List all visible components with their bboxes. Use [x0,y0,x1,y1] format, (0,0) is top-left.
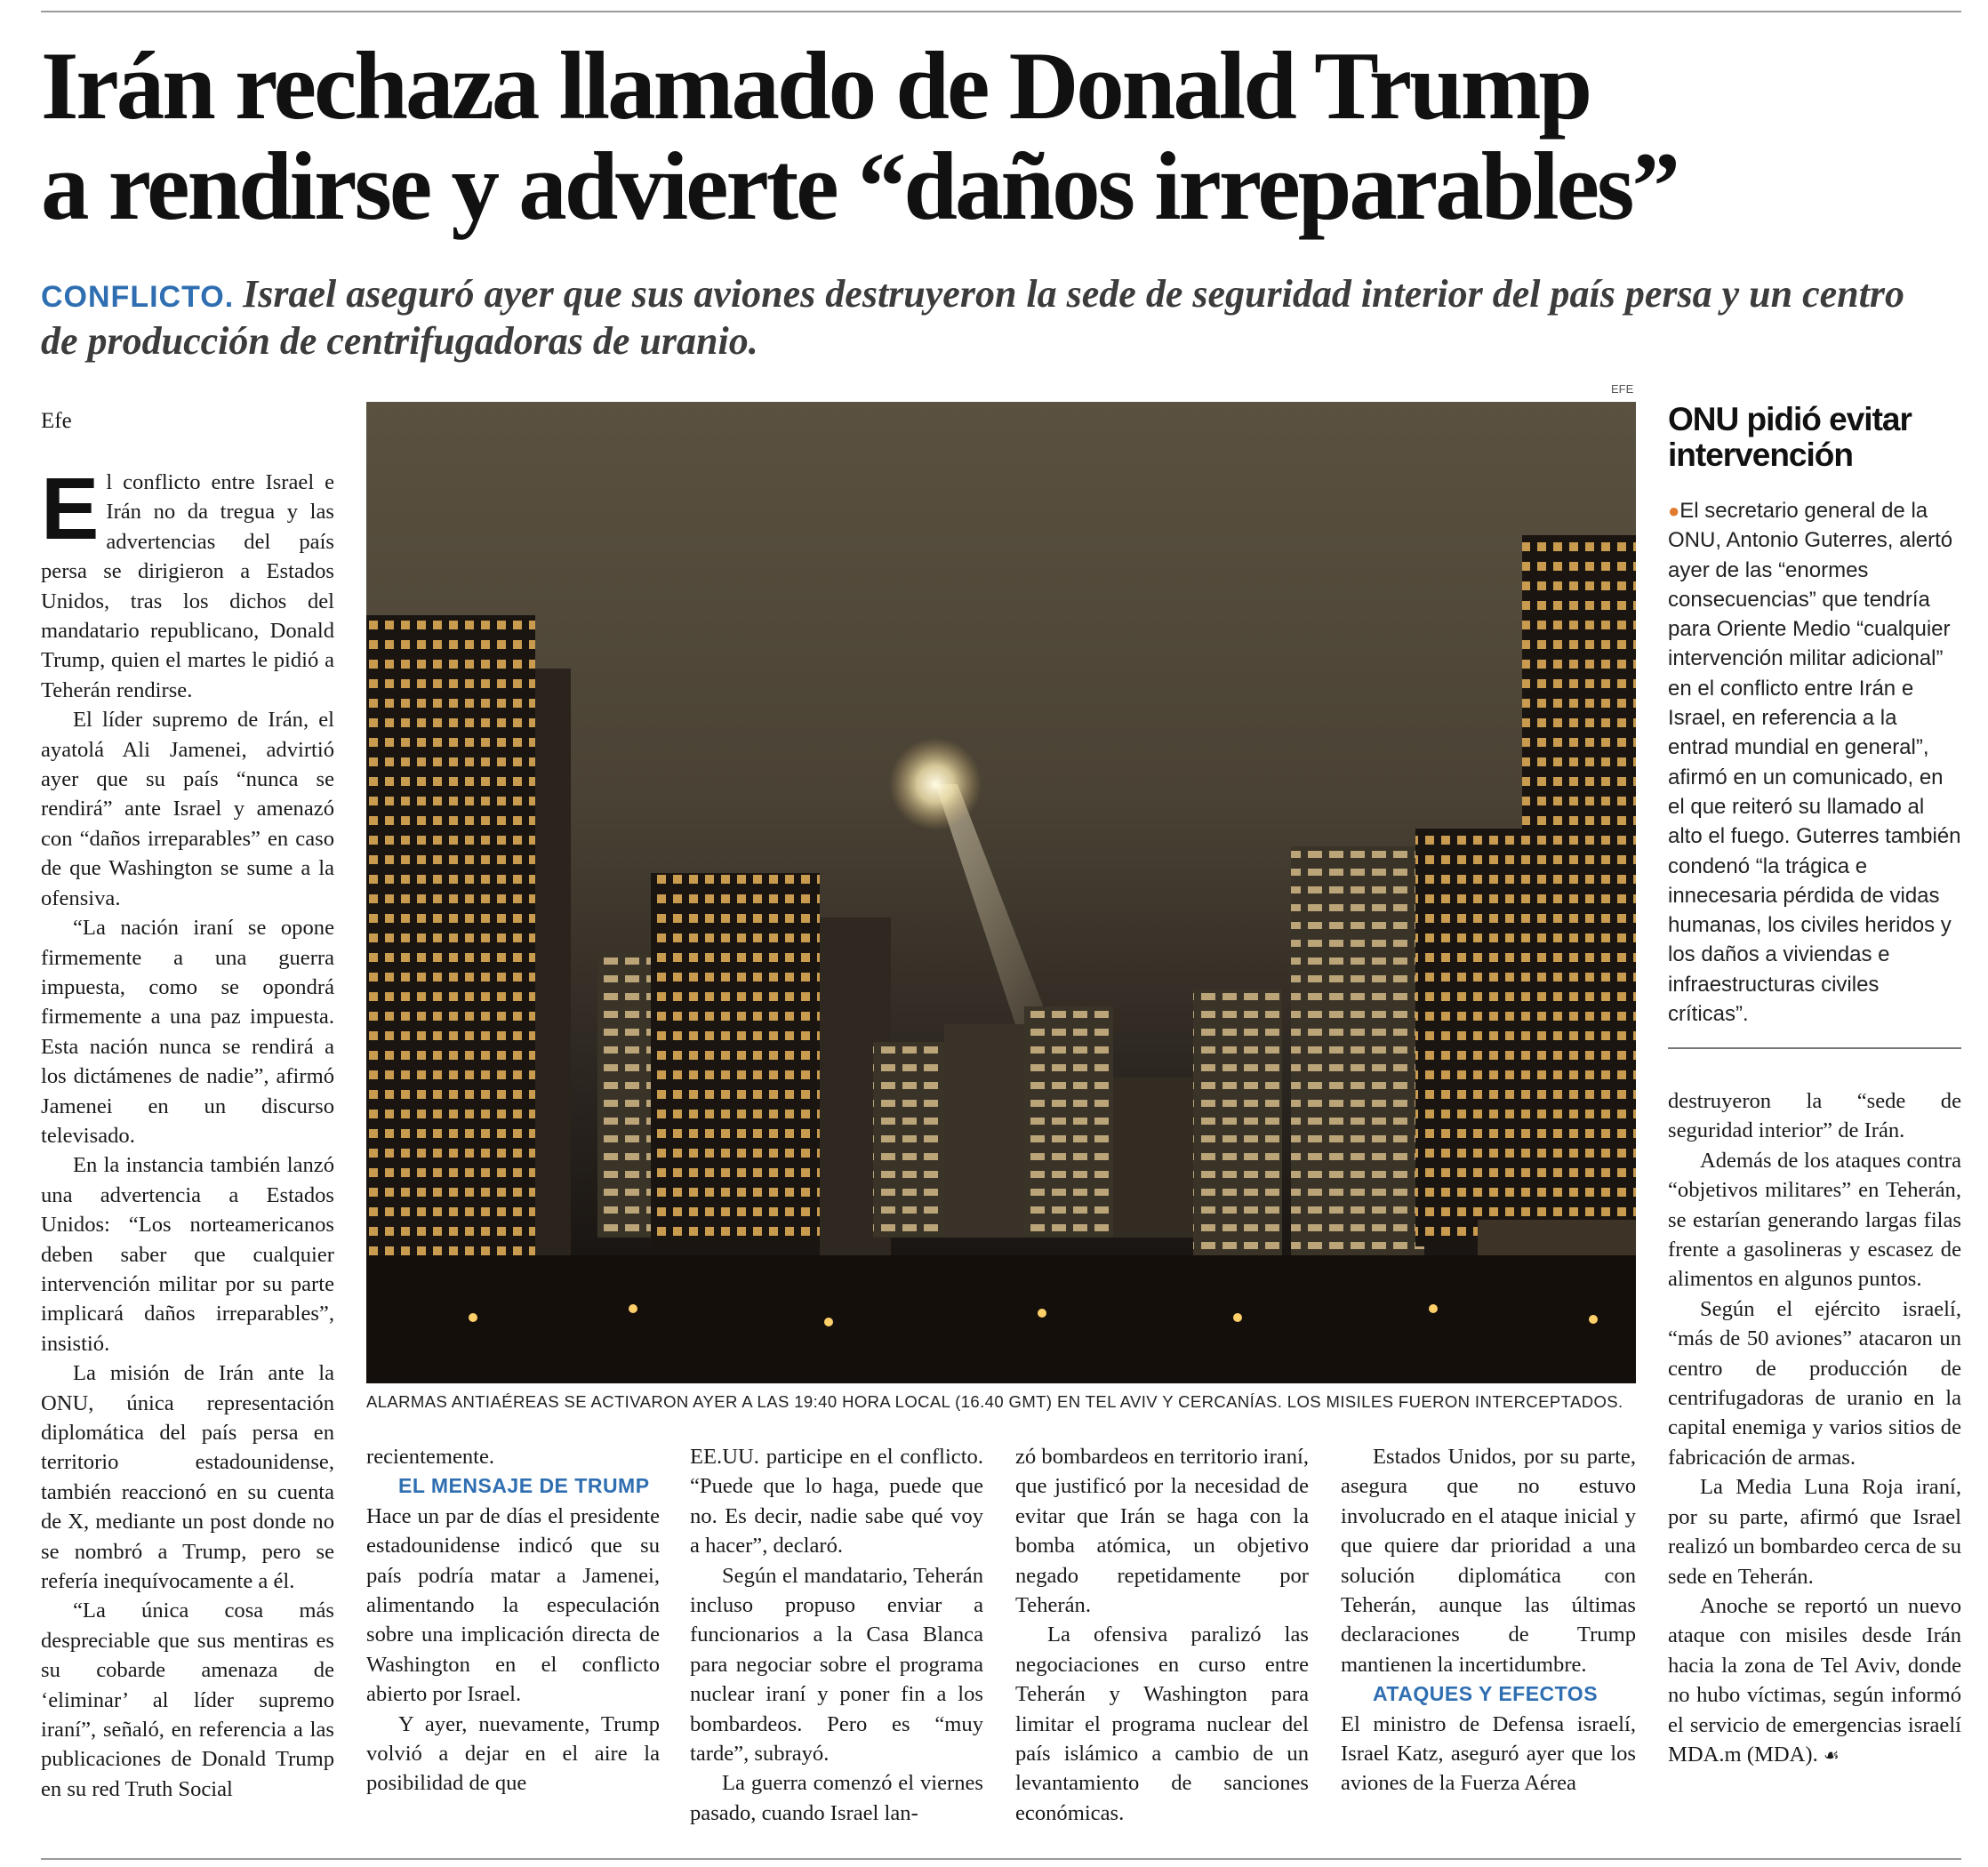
bottom-rule [41,1858,1961,1860]
paragraph-10: EE.UU. participe en el conflicto. “Puede que lo haga, puede que no. Es decir, nadie sabe qué voy a hacer”, declaró. [690,1445,983,1559]
headline-line-2: a rendirse y advierte “daños irreparables” [41,132,1678,240]
sidebar-divider [1668,1047,1961,1049]
end-of-article-icon: ☙ [1823,1743,1840,1766]
paragraph-5: La misión de Irán ante la ONU, única representación diplomática del país persa en territorio estadounidense, también reaccionó en su cuenta de X, mediante un post donde no se nombró a Trump, pero se refería inequívocamente a él. [41,1361,334,1594]
sidebar-body [1668,496,1961,1029]
news-photo [366,402,1636,1383]
article-column-5 [1341,1442,1636,1799]
paragraph-8: Hace un par de días el presidente estadounidense indicó que su país podría matar a Jamenei, alimentando la especulación sobre una implicación directa de Washington en el conflicto abierto por Israel. [366,1503,660,1707]
article-column-6 [1668,1086,1961,1770]
paragraph-17: destruyeron la “sede de seguridad interior” de Irán. [1668,1089,1961,1143]
paragraph-2: El líder supremo de Irán, el ayatolá Ali Jamenei, advirtió ayer que su país “nunca se rendirá” ante Israel y amenazó con “daños irreparables” en caso de que Washington se sume a la ofensiva. [41,708,334,910]
paragraph-7: recientemente. [366,1445,495,1469]
paragraph-14: La ofensiva paralizó las negociaciones en curso entre Teherán y Washington para limitar el programa nuclear del país islámico a cambio de un levantamiento de sanciones económicas. [1015,1623,1309,1825]
paragraph-11: Según el mandatario, Teherán incluso propuso enviar a funcionarios a la Casa Blanca para negociar sobre el programa nuclear iraní y poner fin a los bombardeos. Pero es “muy tarde”, subrayó. [690,1563,983,1767]
top-rule [41,11,1961,12]
sidebar-title: ONU pidió evitar intervención [1668,401,1912,473]
headline [41,32,1961,240]
paragraph-21 [1668,1591,1961,1770]
paragraph-1 [41,460,334,705]
paragraph-13: zó bombardeos en territorio iraní, que justificó por la necesidad de evitar que Irán se haga con la bomba atómica, un objetivo negado repetidamente por Teherán. [1015,1445,1309,1618]
deck-label: CONFLICTO. [41,280,235,314]
paragraph-9: Y ayer, nuevamente, Trump volvió a dejar en el aire la posibilidad de que [366,1711,660,1796]
deck-text: Israel aseguró ayer que sus aviones destruyeron la sede de seguridad interior del país persa y un centro de producción de centrifugadoras de uranio. [41,272,1904,363]
photo-caption: ALARMAS ANTIAÉREAS SE ACTIVARON AYER A LAS 19:40 HORA LOCAL (16.40 GMT) EN TEL AVIV Y CERCANÍAS. LOS MISILES FUERON INTERCEPTADOS. [366,1392,1623,1411]
paragraph-15: Estados Unidos, por su parte, asegura que no estuvo involucrado en el ataque inicial y que quiere dar prioridad a una solución diplomática con Teherán, aunque las últimas declaraciones de Trump mantienen la incertidumbre. [1341,1445,1636,1677]
subhead-attacks-effects: ATAQUES Y EFECTOS [1373,1682,1599,1706]
tel-aviv-night-skyline-image [366,402,1636,1383]
dropcap: E [41,460,100,557]
paragraph-6: “La única cosa más despreciable que sus mentiras es su cobarde amenaza de ‘eliminar’ al líder supremo iraní”, señaló, en referencia a las publicaciones de Donald Trump en su red Truth Social [41,1599,334,1801]
paragraph-18: Además de los ataques contra “objetivos militares” en Teherán, se estarían generando largas filas frente a gasolineras y escasez de alimentos en algunos puntos. [1668,1148,1961,1292]
subhead-trump-message: EL MENSAJE DE TRUMP [398,1474,650,1498]
paragraph-12: La guerra comenzó el viernes pasado, cuando Israel lan- [690,1771,983,1825]
paragraph-16: El ministro de Defensa israelí, Israel Katz, aseguró ayer que los aviones de la Fuerza Aérea [1341,1711,1636,1796]
sidebar-paragraph [1668,496,1961,1029]
article-column-2 [366,1442,660,1799]
bullet-icon: ● [1668,500,1680,522]
sidebar-text: El secretario general de la ONU, Antonio Guterres, alertó ayer de las “enormes consecuencias” que tendría para Oriente Medio “cualquier intervención militar adicional” en el conflicto entre Irán e Israel, en referencia a la entrad mundial en general”, afirmó en un comunicado, en el que reiteró su llamado al alto el fuego. Guterres también condenó “la trágica e innecesaria pérdida de vidas humanas, los civiles heridos y los daños a viviendas e infraestructuras civiles críticas”. [1668,499,1961,1027]
article-column-4 [1015,1442,1309,1828]
paragraph-19: Según el ejército israelí, “más de 50 aviones” atacaron un centro de producción de centrifugadoras de uranio en la capital enemiga y varios sitios de fabricación de armas. [1668,1296,1961,1470]
deck [41,272,1926,364]
article-column-1 [41,460,334,1804]
paragraph-20: La Media Luna Roja iraní, por su parte, afirmó que Israel realizó un bombardeo cerca de su sede en Teherán. [1668,1475,1961,1589]
paragraph-4: En la instancia también lanzó una advertencia a Estados Unidos: “Los norteamericanos deben saber que cualquier intervención militar por su parte implicará daños irreparables”, insistió. [41,1153,334,1356]
headline-line-1: Irán rechaza llamado de Donald Trump [41,32,1591,140]
byline: Efe [41,409,72,433]
article-column-3 [690,1442,983,1828]
paragraph-1-text: l conflicto entre Israel e Irán no da tregua y las advertencias del país persa se dirigieron a Estados Unidos, tras los dichos del mandatario republicano, Donald Trump, quien el martes le pidió a Teherán rendirse. [41,470,334,702]
paragraph-21-text: Anoche se reportó un nuevo ataque con misiles desde Irán hacia la zona de Tel Aviv, donde no hubo víctimas, según informó el servicio de emergencias israelí MDA.m (MDA). [1668,1593,1961,1767]
photo-credit: EFE [1611,382,1634,396]
paragraph-3: “La nación iraní se opone firmemente a una guerra impuesta, como se opondrá firmemente a una paz impuesta. Esta nación nunca se rendirá a los dictámenes de nadie”, afirmó Jamenei en un discurso televisado. [41,916,334,1148]
